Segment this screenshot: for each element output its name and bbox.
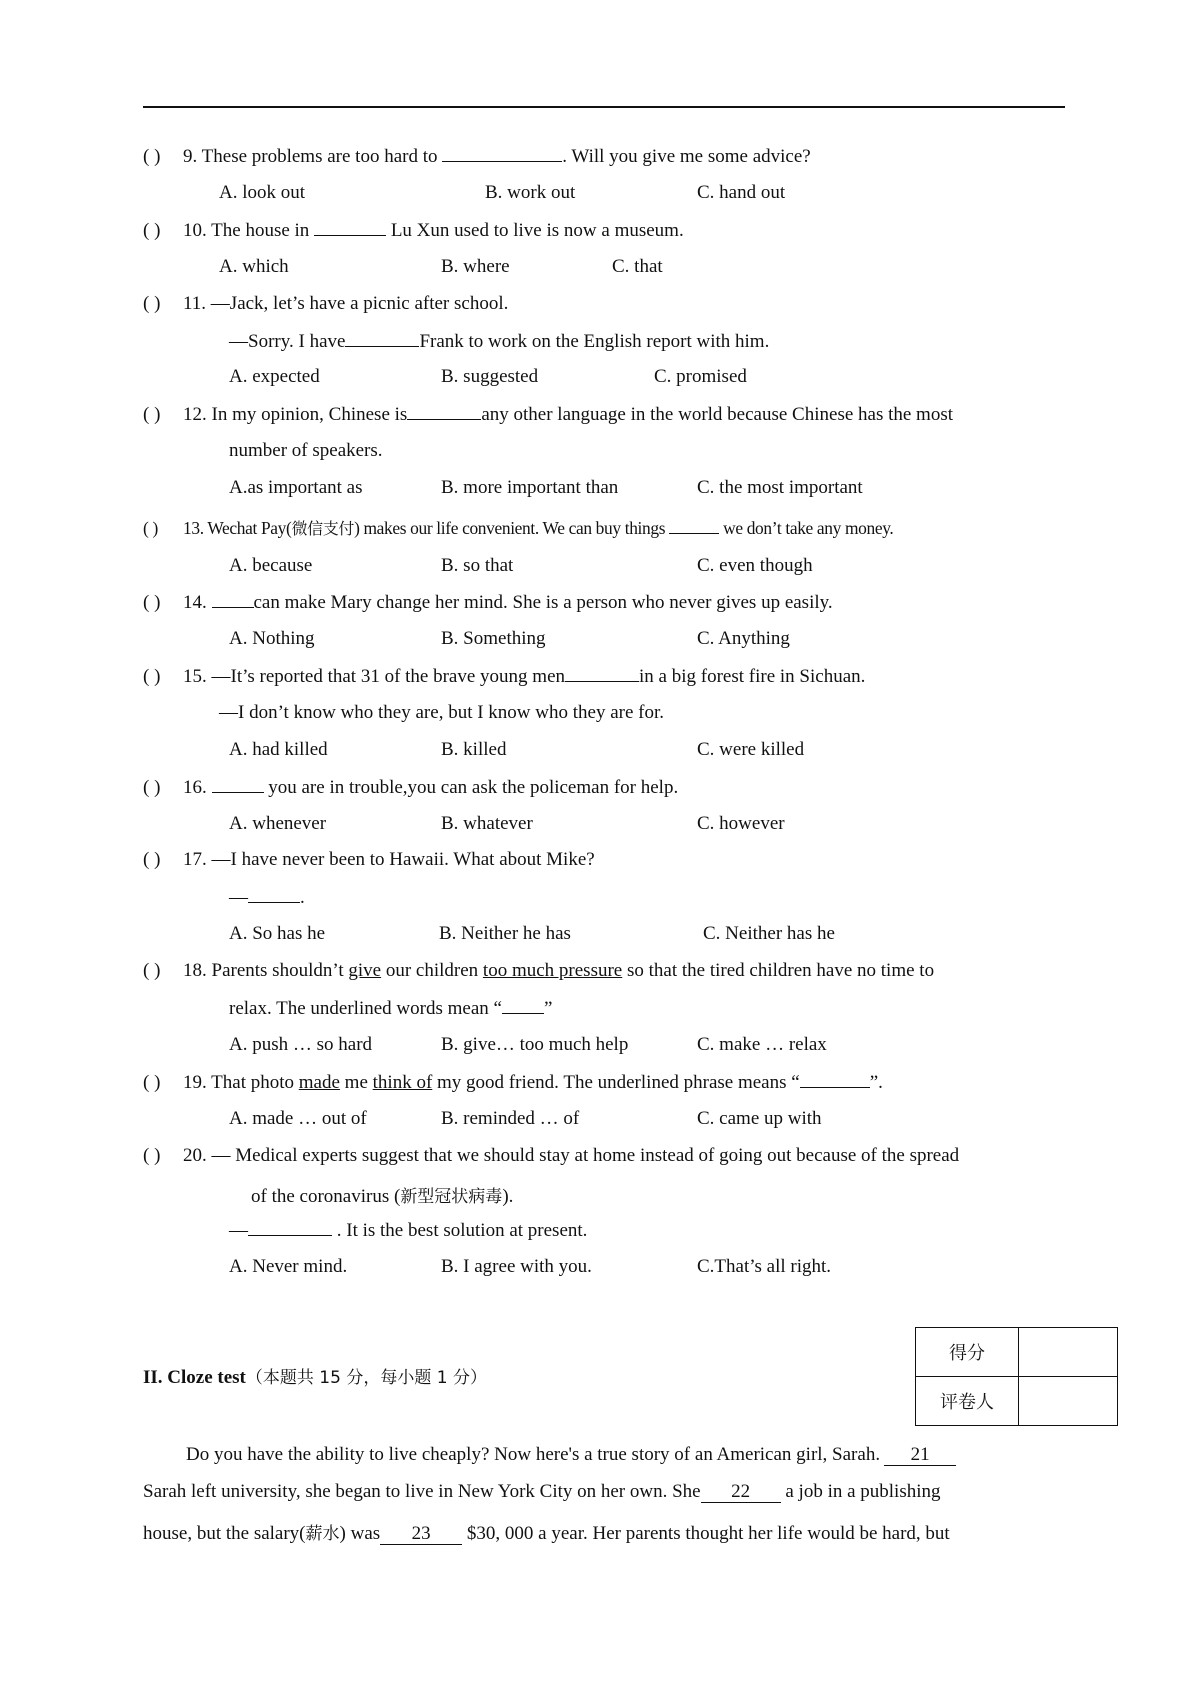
answer-blank [669, 517, 719, 534]
question-text: 20. — Medical experts suggest that we should stay at home instead of going out because of the spread [183, 1145, 960, 1166]
dialogue-reply: —Sorry. I have Frank to work on the English report with him. [229, 331, 770, 352]
score-label: 得分 [916, 1328, 1019, 1377]
option-c: C.That’s all right. [697, 1256, 832, 1277]
option-a: A. look out [219, 182, 306, 203]
option-a: A. expected [229, 366, 320, 387]
option-b: B. give… too much help [441, 1034, 629, 1055]
answer-blank [565, 665, 639, 682]
option-b: B. work out [485, 182, 576, 203]
answer-bracket[interactable]: ( ) [143, 849, 161, 870]
option-b: B. killed [441, 739, 507, 760]
question-text: 9. These problems are too hard to [183, 146, 443, 167]
option-c: C. that [612, 256, 663, 277]
answer-bracket[interactable]: ( ) [143, 404, 161, 425]
question-13 [143, 516, 893, 539]
option-b: B. I agree with you. [441, 1256, 592, 1277]
answer-bracket[interactable]: ( ) [143, 220, 161, 241]
question-20 [143, 1145, 959, 1167]
answer-blank [248, 1219, 332, 1236]
cloze-blank: 22 [701, 1482, 781, 1503]
answer-bracket[interactable]: ( ) [143, 518, 158, 538]
option-a: A. made … out of [229, 1108, 367, 1129]
answer-blank [248, 886, 300, 903]
question-15 [143, 665, 865, 688]
passage-line: Do you have the ability to live cheaply? Now here's a true story of an American girl, Sarah. 21 [186, 1444, 956, 1466]
option-c: C. promised [654, 366, 747, 387]
question-16 [143, 776, 678, 799]
answer-bracket[interactable]: ( ) [143, 1145, 161, 1166]
answer-blank [212, 776, 264, 793]
option-b: B. whatever [441, 813, 533, 834]
chinese-note: 微信支付 [291, 519, 355, 538]
question-text: in a big forest fire in Sichuan. [639, 666, 866, 687]
chinese-note: 薪水 [305, 1524, 340, 1544]
option-a: A. because [229, 555, 313, 576]
option-c: C. make … relax [697, 1034, 827, 1055]
question-text: 12. In my opinion, Chinese is [183, 404, 408, 425]
question-18: ( ) 18. Parents shouldn’t give our children too much pressure so that the tired children have no time to [143, 960, 935, 981]
grader-cell[interactable] [1019, 1377, 1118, 1426]
answer-blank [442, 145, 562, 162]
answer-bracket[interactable]: ( ) [143, 146, 161, 167]
option-b: B. reminded … of [441, 1108, 580, 1129]
option-b: B. suggested [441, 366, 539, 387]
question-text: 13. Wechat Pay( [183, 518, 292, 538]
option-c: C. hand out [697, 182, 786, 203]
cloze-blank: 21 [884, 1445, 956, 1466]
option-c: C. even though [697, 555, 813, 576]
question-text: 16. [183, 777, 212, 798]
question-text: 10. The house in [183, 220, 315, 241]
option-a: A. push … so hard [229, 1034, 373, 1055]
question-9 [143, 145, 811, 168]
underlined-word: give [348, 960, 382, 981]
answer-blank [800, 1071, 870, 1088]
answer-blank [502, 997, 544, 1014]
answer-bracket[interactable]: ( ) [143, 293, 161, 314]
question-text: Lu Xun used to live is now a museum. [386, 220, 684, 241]
underlined-word: made [298, 1072, 340, 1093]
question-text-continued: number of speakers. [229, 440, 383, 461]
question-text: 11. —Jack, let’s have a picnic after school. [183, 293, 509, 314]
option-a: A. had killed [229, 739, 328, 760]
option-c: C. the most important [697, 477, 863, 498]
option-c: C. Neither has he [703, 923, 835, 944]
answer-bracket[interactable]: ( ) [143, 666, 161, 687]
question-text-continued: of the coronavirus (新型冠状病毒). [251, 1186, 514, 1207]
answer-blank [314, 219, 386, 236]
question-text: ) makes our life convenient. We can buy things [354, 518, 670, 538]
question-text: 15. —It’s reported that 31 of the brave young men [183, 666, 566, 687]
question-19: ( ) 19. That photo made me think of my good friend. The underlined phrase means “ ”. [143, 1072, 883, 1093]
option-c: C. however [697, 813, 785, 834]
option-a: A. So has he [229, 923, 326, 944]
underlined-phrase: too much pressure [482, 960, 623, 981]
option-b: B. more important than [441, 477, 619, 498]
score-cell[interactable] [1019, 1328, 1118, 1377]
option-a: A. which [219, 256, 289, 277]
option-b: B. where [441, 256, 510, 277]
question-text: you are in trouble,you can ask the policeman for help. [263, 777, 679, 798]
option-a: A.as important as [229, 477, 363, 498]
answer-blank [345, 330, 419, 347]
underlined-phrase: think of [372, 1072, 433, 1093]
question-text: any other language in the world because Chinese has the most [481, 404, 954, 425]
option-a: A. whenever [229, 813, 327, 834]
header-rule [143, 106, 1065, 108]
dialogue-reply: — . It is the best solution at present. [229, 1220, 588, 1241]
option-a: A. Never mind. [229, 1256, 348, 1277]
answer-blank [407, 403, 481, 420]
passage-line: Sarah left university, she began to live in New York City on her own. She 22 a job in a publishing [143, 1481, 941, 1502]
question-10 [143, 219, 684, 242]
dialogue-reply: — . [229, 887, 305, 908]
question-11 [143, 293, 508, 315]
question-17 [143, 849, 595, 871]
question-12 [143, 403, 953, 426]
answer-blank [212, 591, 254, 608]
question-text: 14. [183, 592, 212, 613]
section-scoring-note: （本题共 15 分，每小题 1 分） [245, 1368, 487, 1388]
answer-bracket[interactable]: ( ) [143, 592, 161, 613]
option-c: C. were killed [697, 739, 805, 760]
cloze-blank: 23 [380, 1524, 462, 1545]
question-text: . Will you give me some advice? [562, 146, 811, 167]
score-table [915, 1327, 1118, 1426]
chinese-note: 新型冠状病毒 [400, 1187, 503, 1207]
section-title: II. Cloze test（本题共 15 分，每小题 1 分） [143, 1367, 487, 1388]
answer-bracket[interactable]: ( ) [143, 960, 161, 981]
option-c: C. Anything [697, 628, 790, 649]
option-b: B. so that [441, 555, 514, 576]
option-c: C. came up with [697, 1108, 822, 1129]
question-text: we don’t take any money. [719, 518, 894, 538]
question-text: 17. —I have never been to Hawaii. What about Mike? [183, 849, 595, 870]
grader-label: 评卷人 [916, 1377, 1019, 1426]
option-b: B. Something [441, 628, 546, 649]
passage-line: house, but the salary(薪水) was 23 $30, 000 a year. Her parents thought her life would be hard, but [143, 1523, 950, 1544]
answer-bracket[interactable]: ( ) [143, 777, 161, 798]
option-b: B. Neither he has [439, 923, 571, 944]
dialogue-reply: —I don’t know who they are, but I know who they are for. [219, 702, 664, 723]
question-14 [143, 591, 833, 614]
answer-bracket[interactable]: ( ) [143, 1072, 161, 1093]
question-text: can make Mary change her mind. She is a person who never gives up easily. [253, 592, 833, 613]
question-text-continued: relax. The underlined words mean “ ” [229, 998, 553, 1019]
option-a: A. Nothing [229, 628, 315, 649]
